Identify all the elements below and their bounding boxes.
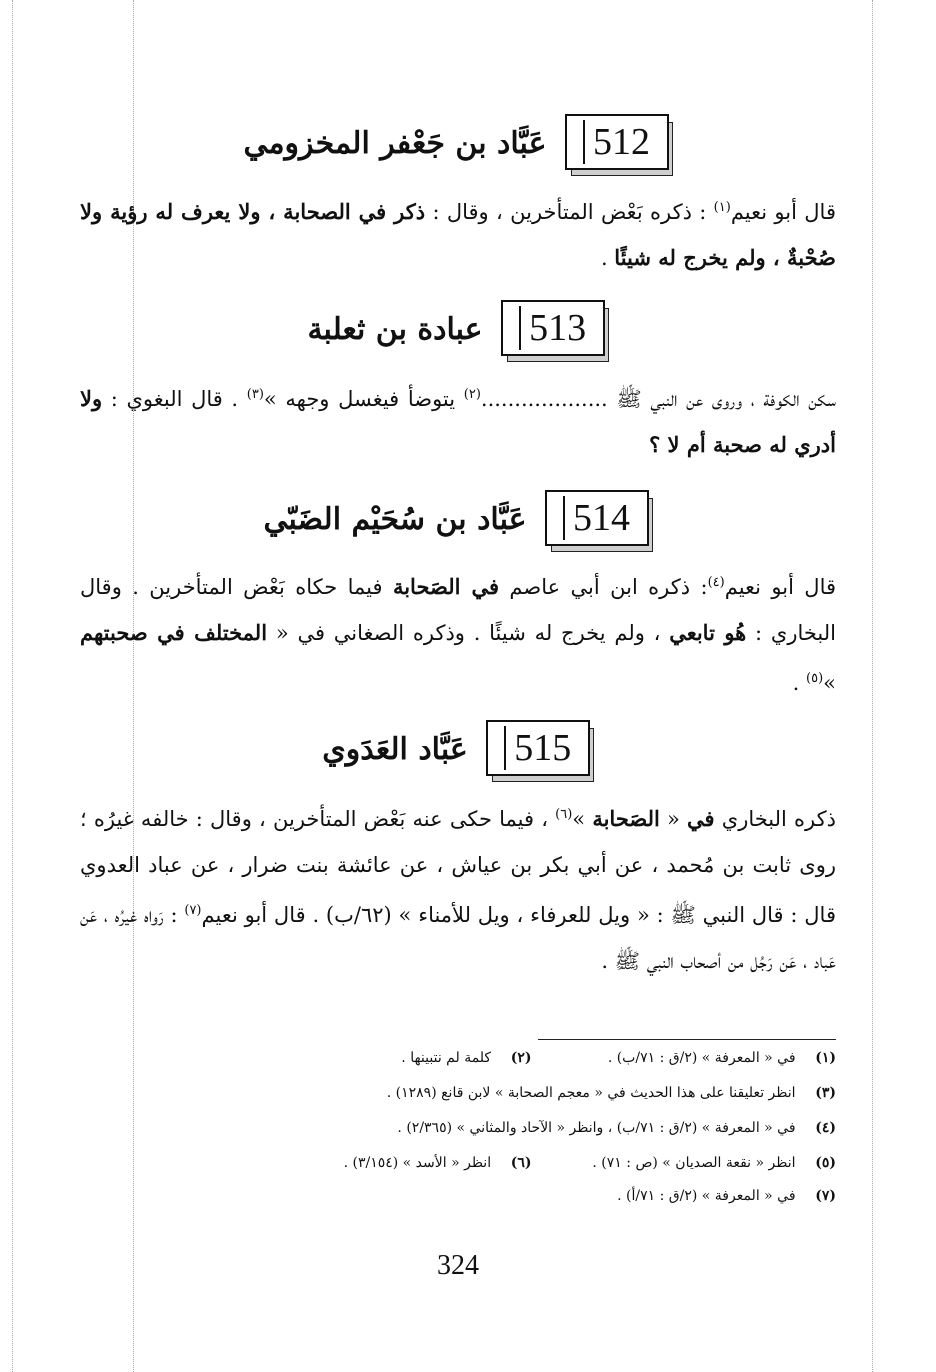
text-run: ذكره البخاري (714, 807, 836, 831)
text-run: سكن الكوفة ، وروى عن النبي ﷺ ................... (480, 387, 836, 411)
footnote-separator (538, 1039, 836, 1040)
text-run: : ذكره ابن أبي عاصم (499, 575, 708, 599)
entry-name: عَبَّاد بن سُحَيْم الضَبّي (263, 501, 527, 537)
book-page (80, 0, 836, 1372)
footnote-text: كلمة لم نتبينها . (401, 1050, 492, 1066)
bold-phrase: ولا أدري له صحبة أم لا ؟ (80, 386, 836, 457)
footnote-text: انظر « نقعة الصديان » (ص : ٧١) . (592, 1155, 796, 1171)
footnote-text: في « المعرفة » (٢/ق : ٧١/أ) . (617, 1188, 796, 1204)
bold-phrase: في (687, 806, 715, 831)
text-run: قال أبو نعيم (730, 200, 836, 224)
footnote-ref: (٢) (463, 387, 481, 402)
text-run: . (792, 671, 806, 695)
page-number: 324 (437, 1250, 479, 1281)
text-run: يتوضأ فيغسل وجهه » (263, 387, 464, 411)
footnote-line (80, 1048, 836, 1068)
footnote-number: (٦) (510, 1155, 532, 1171)
footnote-ref: (٥) (806, 671, 824, 686)
entry-number-box (486, 720, 594, 778)
entry-number-box (545, 490, 653, 548)
entry-heading-515 (80, 720, 836, 778)
footnote-number: (٣) (815, 1085, 836, 1101)
entry-heading-514 (80, 490, 836, 548)
footnote-text: في « المعرفة » (٢/ق : ٧١/ب) . (607, 1050, 796, 1066)
scan-guide-line-left (12, 0, 13, 1372)
footnote-number: (١) (815, 1050, 836, 1066)
footnote-text: انظر تعليقنا على هذا الحديث في « معجم الصحابة » لابن قانع (١٢٨٩) . (386, 1085, 796, 1101)
footnote-number: (٧) (815, 1188, 836, 1204)
bold-phrase: في الصَحابة (392, 574, 500, 599)
bold-phrase: ذكر في الصحابة ، ولا يعرف له رؤية ولا صُحْبةٌ ، ولم يخرج له شيئًا (80, 199, 836, 270)
entry-heading-513 (80, 300, 836, 358)
footnote-number: (٢) (510, 1050, 532, 1066)
footnote-ref: (٧) (184, 903, 202, 918)
footnote-line (80, 1083, 836, 1103)
entry-text-514 (80, 560, 836, 706)
entry-text-513 (80, 372, 836, 468)
footnote-line (80, 1153, 836, 1173)
scan-guide-line-right (872, 0, 873, 1372)
entry-text-512 (80, 185, 836, 281)
footnote-line (80, 1186, 836, 1206)
entry-number: 515 (504, 726, 571, 770)
bold-phrase: الصَحابة (592, 806, 660, 831)
text-run: : ذكره بَعْض المتأخرين ، وقال : (425, 200, 714, 224)
entry-number: 514 (563, 496, 630, 540)
entry-text-515 (80, 792, 836, 984)
text-run: » (572, 807, 593, 831)
footnote-ref: (٣) (246, 387, 264, 402)
text-run: ، ولم يخرج له شيئًا . وذكره الصغاني في « (267, 621, 670, 645)
footnote-ref: (٤) (707, 575, 725, 590)
footnote-text: انظر « الأسد » (٣/١٥٤) . (343, 1155, 492, 1171)
text-run: ، فيما حكى عنه بَعْض المتأخرين ، وقال : خالفه غيرُه ؛ روى ثابت بن مُحمد ، عن أبي بكر بن عياش ، عن عائشة بنت ضرار ، عن عباد العدوي قال : قال النبي ﷺ : « ويل للعرفاء ، ويل للأمناء » (٦٢/ب) . قال أبو نعيم (80, 807, 836, 927)
text-run: فيما حكاه بَعْض المتأخرين . وقال البخاري : (80, 575, 836, 645)
entry-number: 513 (519, 306, 586, 350)
footnote-ref: (٦) (555, 807, 573, 822)
entry-number-box (565, 114, 673, 172)
bold-phrase: هُو تابعي (669, 620, 747, 645)
entry-number-box (501, 300, 609, 358)
entry-number: 512 (583, 120, 650, 164)
text-run: » (823, 671, 836, 695)
text-run: . (600, 246, 615, 270)
text-run: « (659, 807, 688, 831)
entry-name: عَبَّاد بن جَعْفر المخزومي (243, 125, 547, 161)
text-run: : رَواه غيرُه ، عَن عَباد ، عَن رَجُل من أصحاب النبي ﷺ . (80, 903, 836, 973)
bold-phrase: المختلف في صحبتهم (80, 620, 268, 645)
entry-heading-512 (80, 114, 836, 172)
footnote-ref: (١) (713, 200, 731, 215)
footnote-number: (٤) (815, 1120, 836, 1136)
footnote-number: (٥) (815, 1155, 836, 1171)
text-run: . قال البغوي : (102, 387, 247, 411)
entry-name: عَبَّاد العَدَوي (322, 731, 468, 767)
footnote-text: في « المعرفة » (٢/ق : ٧١/ب) ، وانظر « الآحاد والمثاني » (٢/٣٦٥) . (397, 1120, 796, 1136)
text-run: قال أبو نعيم (724, 575, 837, 599)
footnote-line (80, 1118, 836, 1138)
entry-name: عبادة بن ثعلبة (307, 311, 483, 347)
